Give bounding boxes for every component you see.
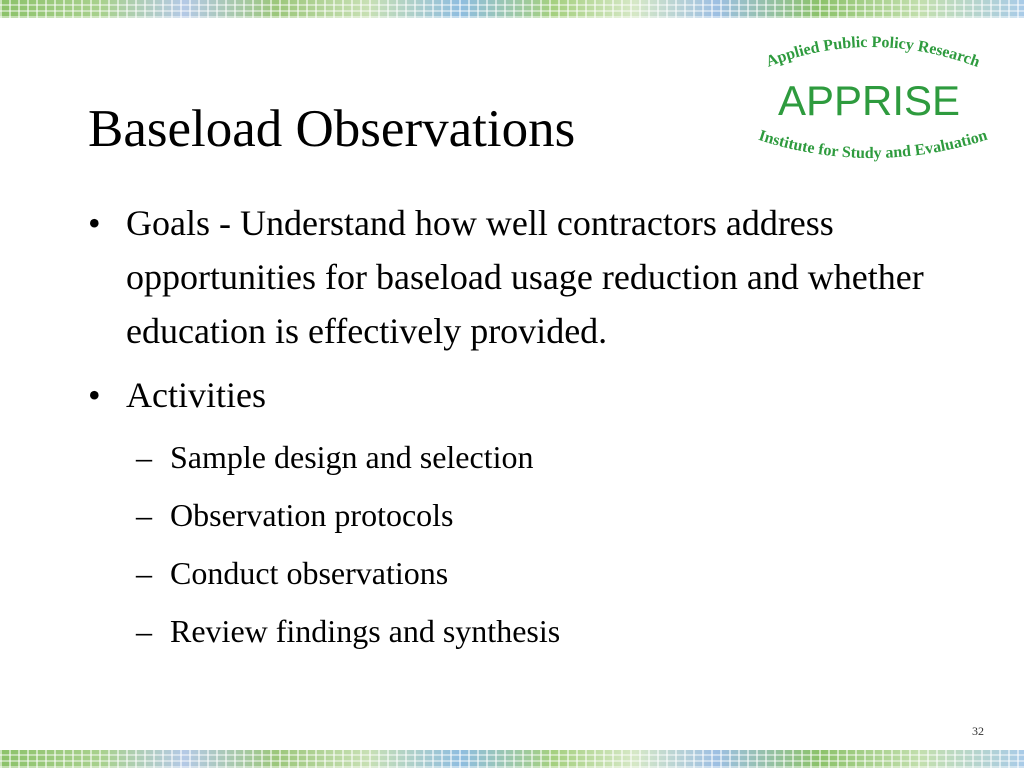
bullet-activities [88,368,948,422]
sub-bullet-marker: – [136,439,152,475]
sub-bullet-text: Review findings and synthesis [170,613,561,649]
bullet-text: Activities [126,375,266,415]
sub-bullet-item [88,602,948,660]
sub-bullet-text: Observation protocols [170,497,454,533]
activities-sub-list [88,428,948,660]
sub-bullet-item [88,486,948,544]
slide-title: Baseload Observations [88,100,576,158]
sub-bullet-item [88,544,948,602]
apprise-logo [728,30,1010,180]
logo-bottom-arc-text: Institute for Study and Evaluation [756,126,990,163]
sub-bullet-marker: – [136,497,152,533]
bullet-marker: • [88,203,101,243]
sub-bullet-item [88,428,948,486]
bullet-marker: • [88,375,101,415]
svg-text:Institute for Study and Evalua [756,127,989,162]
bottom-decorative-border [0,750,1024,768]
slide-page-number: 32 [972,724,984,738]
logo-name: APPRISE [777,77,961,124]
top-decorative-border [0,0,1024,18]
sub-bullet-text: Sample design and selection [170,439,534,475]
svg-text:Applied Public Policy Research [764,34,982,71]
sub-bullet-marker: – [136,613,152,649]
sub-bullet-marker: – [136,555,152,591]
bullet-text: Goals - Understand how well contractors address opportunities for baseload usage reduction and whether education is effectively provided. [126,203,924,351]
logo-top-arc-text: Applied Public Policy Research [763,33,983,71]
bullet-goals [88,196,948,358]
slide-content [88,196,948,660]
sub-bullet-text: Conduct observations [170,555,449,591]
